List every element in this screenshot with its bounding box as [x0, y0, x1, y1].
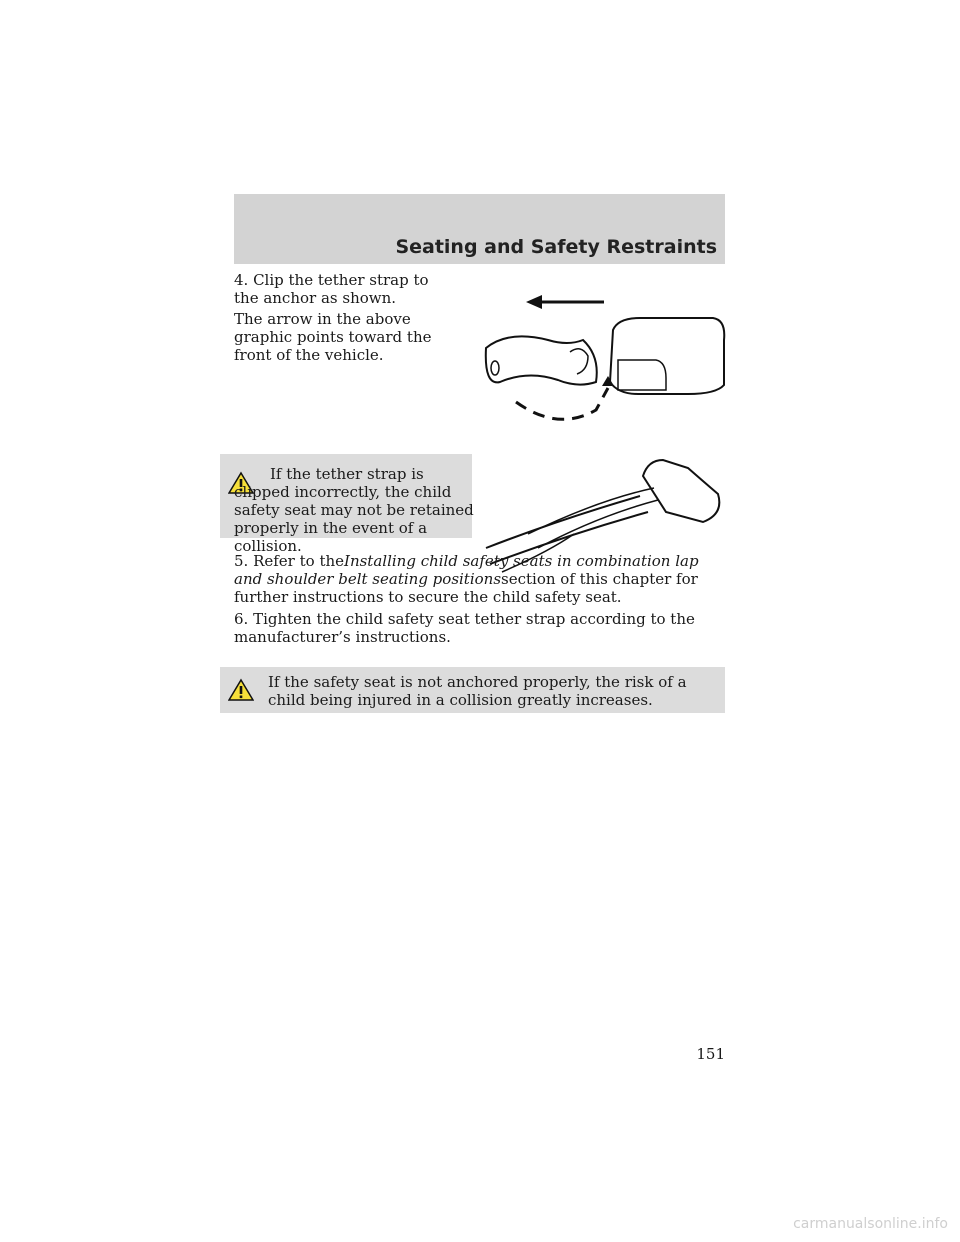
- watermark: carmanualsonline.info: [793, 1216, 948, 1232]
- step-5-prefix: 5. Refer to the: [234, 552, 345, 570]
- warning-anchor: [220, 667, 725, 713]
- step-5-reference: Installing child safety seats in combination lap and shoulder belt seating positions: [234, 552, 699, 588]
- section-header: [234, 194, 725, 264]
- warning-anchor-body: If the safety seat is not anchored properly, the risk of a child being injured in a collision greatly increases.: [268, 673, 687, 709]
- step-4-text: 4. Clip the tether strap to the anchor as shown.: [234, 271, 429, 307]
- step-5-suffix: section of this chapter for further instructions to secure the child safety seat.: [234, 570, 698, 606]
- page-number: 151: [696, 1045, 725, 1063]
- section-title: Seating and Safety Restraints: [395, 236, 717, 258]
- warning-icon: [228, 678, 254, 702]
- tether-clip-illustration: [478, 290, 728, 430]
- warning-tether-body: If the tether strap is clipped incorrectly, the child safety seat may not be retained properly in the event of a collision.: [234, 465, 474, 555]
- arrow-note-text: The arrow in the above graphic points toward the front of the vehicle.: [234, 310, 432, 364]
- warning-tether-text: [234, 465, 474, 555]
- step-5-text: [234, 552, 714, 606]
- step-6-text: 6. Tighten the child safety seat tether strap according to the manufacturer’s instructions.: [234, 610, 695, 646]
- warning-tether-clip: [220, 454, 474, 555]
